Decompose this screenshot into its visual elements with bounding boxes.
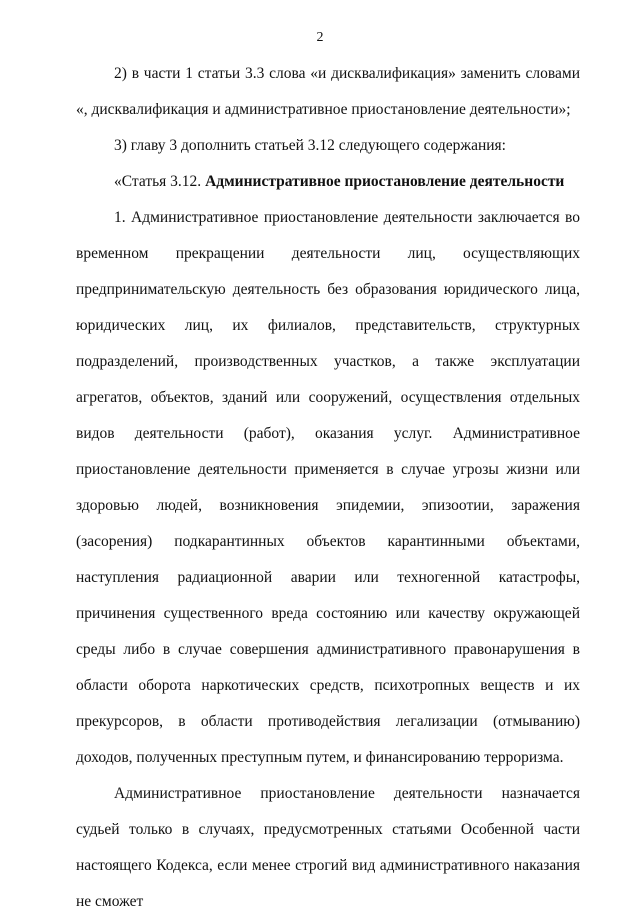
paragraph-amendment-2: 2) в части 1 статьи 3.3 слова «и дисквалификация» заменить словами «, дисквалификация и административное приостановление деятельности»; xyxy=(76,65,580,118)
article-number: «Статья 3.12. xyxy=(114,173,206,190)
document-body xyxy=(76,56,580,920)
article-heading xyxy=(76,164,580,200)
paragraph-article-part-1: 1. Административное приостановление деятельности заключается во временном прекращении деятельности лиц, осуществляющих предпринимательскую деятельность без образования юридического лица, юридических лиц, их филиалов, представительств, структурных подразделений, производственных участков, а также эксплуатации агрегатов, объектов, зданий или сооружений, осуществления отдельных видов деятельности (работ), оказания услуг. Административное приостановление деятельности применяется в случае угрозы жизни или здоровью людей, возникновения эпидемии, эпизоотии, заражения (засорения) подкарантинных объектов карантинными объектами, наступления радиационной аварии или техногенной катастрофы, причинения существенного вреда состоянию или качеству окружающей среды либо в случае совершения административного правонарушения в области оборота наркотических средств, психотропных веществ и их прекурсоров, в области противодействия легализации (отмыванию) доходов, полученных преступным путем, и финансированию терроризма. xyxy=(76,209,580,766)
paragraph-amendment-3: 3) главу 3 дополнить статьей 3.12 следующего содержания: xyxy=(114,137,506,154)
page-number: 2 xyxy=(316,30,324,45)
paragraph-article-continuation: Административное приостановление деятельности назначается судьей только в случаях, предусмотренных статьями Особенной части настоящего Кодекса, если менее строгий вид административного наказания не сможет xyxy=(76,785,580,910)
article-title: Административное приостановление деятельности xyxy=(205,173,565,190)
